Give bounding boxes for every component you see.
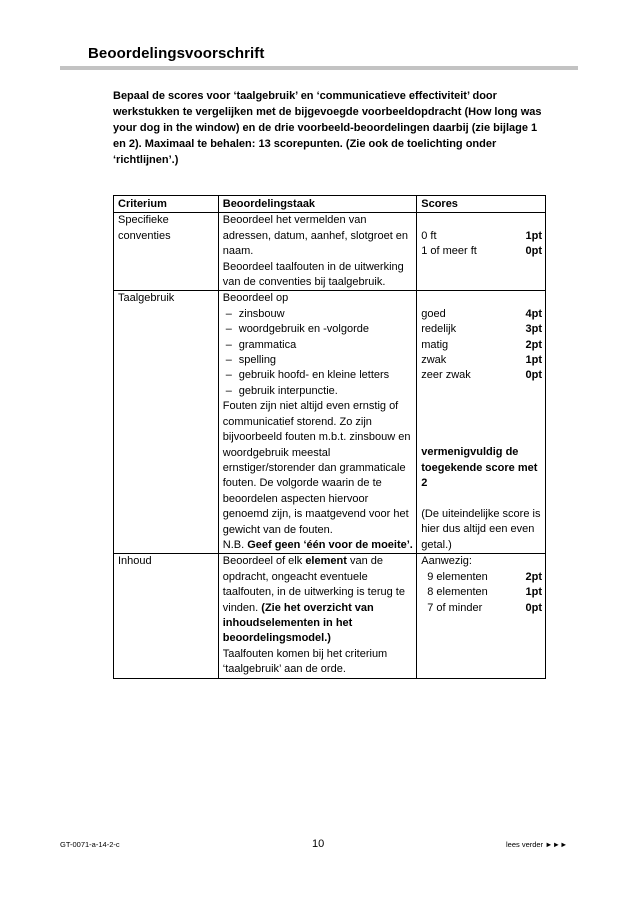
page-title: Beoordelingsvoorschrift — [88, 45, 265, 62]
intro-paragraph: Bepaal de scores voor ‘taalgebruik’ en ‘communicatieve effectiviteit’ door werkstukken te vergelijken met de bijgevoegde voorbeeldopdracht (How long was your dog in the window) en de drie voorbeeld-beoordelingen daarbij (zie bijlage 1 en 2). Maximaal te behalen: 13 scorepunten. (Zie ook de toelichting onder ‘richtlijnen’.) — [113, 90, 542, 166]
task-text-bold: (Zie het overzicht van inhoudselementen in het beoordelingsmodel.) — [222, 601, 374, 645]
table-row — [114, 291, 546, 554]
scores-cell — [417, 213, 546, 291]
final-note: (De uiteindelijke score is hier dus altijd een even getal.) — [421, 508, 541, 551]
page-number: 10 — [312, 838, 325, 850]
table-header-row — [114, 196, 546, 213]
header-scores: Scores — [417, 196, 546, 213]
score-line — [421, 585, 542, 600]
criteria-table — [113, 195, 546, 679]
multiply-note: vermenigvuldig de toegekende score met 2 — [421, 446, 538, 490]
score-line — [421, 353, 542, 368]
score-label: 8 elementen — [427, 586, 488, 599]
continue-label: lees verder ►►► — [506, 840, 568, 849]
score-points: 4pt — [525, 307, 542, 320]
task-text-bold: element — [305, 555, 347, 568]
task-text: Beoordeel op — [222, 292, 289, 305]
task-text-part: van de opdracht, ongeacht eventuele taalfouten, in de uitwerking is terug te vinden. — [222, 555, 405, 614]
task-cell — [218, 554, 416, 678]
criterium-cell: Specifieke conventies — [114, 213, 219, 291]
score-points: 2pt — [525, 338, 542, 351]
score-points: 3pt — [525, 323, 542, 336]
score-points: 0pt — [525, 369, 542, 382]
aspect-list — [223, 307, 413, 399]
task-text: Fouten zijn niet altijd even ernstig of communicatief storend. Zo zijn bijvoorbeeld fouten m.b.t. zinsbouw en woordgebruik meestal ernstiger/storender dan grammaticale fouten. De volgorde waarin de te beoordelen aspecten hiervoor genoemd zijn, is maatgevend voor het gewicht van de fouten. — [222, 400, 411, 536]
list-item: – spelling — [223, 353, 413, 368]
list-item: – grammatica — [223, 338, 413, 353]
task-cell — [218, 291, 416, 554]
task-text: Beoordeel het vermelden van adressen, datum, aanhef, slotgroet en naam. — [222, 214, 409, 258]
score-line — [421, 601, 542, 616]
score-label: 9 elementen — [427, 570, 488, 583]
task-text — [223, 554, 413, 646]
score-line — [421, 338, 542, 353]
criterium-cell: Taalgebruik — [114, 291, 219, 554]
score-label: 7 of minder — [427, 601, 483, 614]
score-points: 1pt — [525, 586, 542, 599]
task-text: Taalfouten komen bij het criterium ‘taalgebruik’ aan de orde. — [222, 647, 388, 676]
score-line — [421, 244, 542, 259]
list-item: – gebruik hoofd- en kleine letters — [223, 368, 413, 383]
task-text: Beoordeel taalfouten in de uitwerking van de conventies bij taalgebruik. — [222, 260, 404, 289]
title-divider — [60, 66, 578, 70]
score-line — [421, 368, 542, 383]
list-item: – gebruik interpunctie. — [223, 384, 413, 399]
score-line — [421, 570, 542, 585]
score-label: zwak — [421, 354, 447, 367]
score-line — [421, 229, 542, 244]
score-points: 0pt — [525, 245, 542, 258]
table-row — [114, 213, 546, 291]
table-row — [114, 554, 546, 678]
nb-bold: Geef geen ‘één voor de moeite’. — [247, 538, 413, 551]
criterium-cell: Inhoud — [114, 554, 219, 678]
header-criterium: Criterium — [114, 196, 219, 213]
footer-code: GT-0071-a-14-2-c — [60, 840, 120, 849]
task-cell — [218, 213, 416, 291]
score-label: 1 of meer ft — [421, 245, 477, 258]
nb-note — [223, 538, 413, 553]
score-label: 0 ft — [421, 229, 437, 242]
task-text-part: Beoordeel of elk — [222, 555, 306, 568]
score-line — [421, 307, 542, 322]
scores-cell — [417, 291, 546, 554]
score-label: goed — [421, 307, 446, 320]
score-points: 1pt — [525, 229, 542, 242]
score-label: matig — [421, 338, 449, 351]
score-points: 2pt — [525, 570, 542, 583]
list-item: – zinsbouw — [223, 307, 413, 322]
score-label: zeer zwak — [421, 369, 471, 382]
score-points: 0pt — [525, 601, 542, 614]
score-points: 1pt — [525, 354, 542, 367]
scores-cell — [417, 554, 546, 678]
list-item: – woordgebruik en -volgorde — [223, 322, 413, 337]
score-line — [421, 322, 542, 337]
scores-label: Aanwezig: — [421, 555, 472, 568]
header-beoordelingstaak: Beoordelingstaak — [218, 196, 416, 213]
nb-prefix: N.B. — [222, 538, 248, 551]
score-label: redelijk — [421, 323, 457, 336]
